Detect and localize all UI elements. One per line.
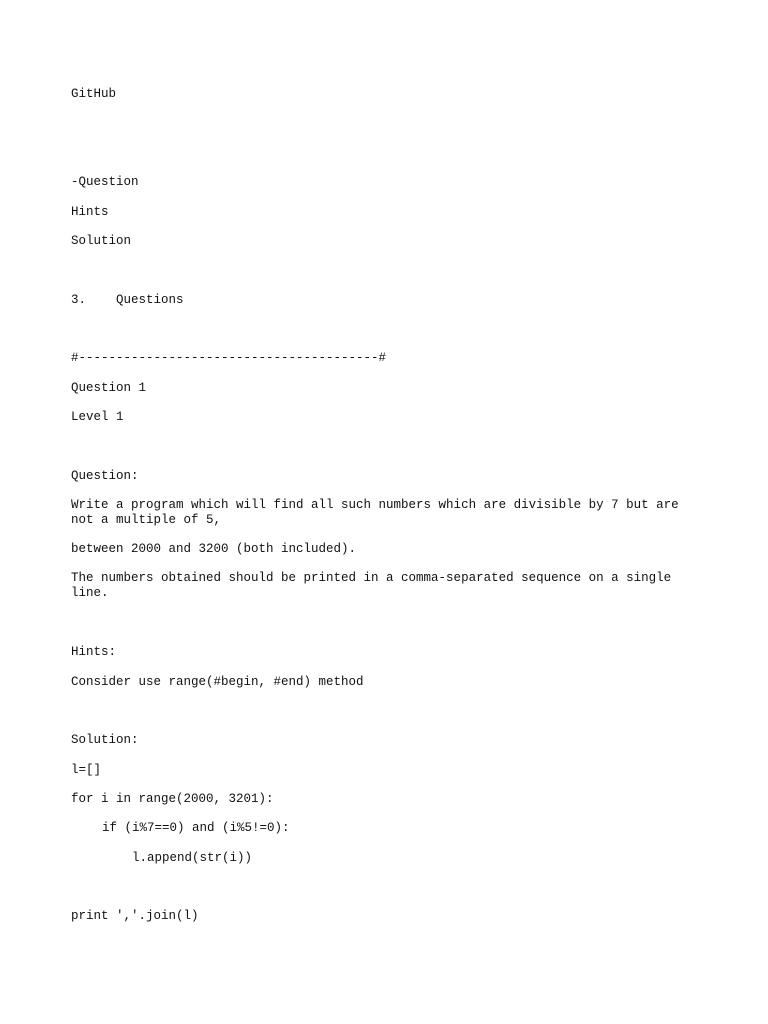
code-line-1: l=[] <box>71 763 102 777</box>
hints-heading: Hints: <box>71 645 117 659</box>
code-line-4: l.append(str(i)) <box>132 851 253 865</box>
toc-hints-link[interactable]: Hints <box>71 205 109 219</box>
question-body-line-1: Write a program which will find all such numbers which are divisible by 7 but are not a multiple of 5, <box>71 498 687 527</box>
github-link[interactable]: GitHub <box>71 87 117 101</box>
question-title: Question 1 <box>71 381 147 395</box>
question-heading: Question: <box>71 469 139 483</box>
toc-solution-link[interactable]: Solution <box>71 234 132 248</box>
separator-line: #----------------------------------------# <box>71 351 387 365</box>
code-line-5: print ','.join(l) <box>71 909 199 923</box>
code-line-2: for i in range(2000, 3201): <box>71 792 274 806</box>
question-body-line-3: The numbers obtained should be printed in a comma-separated sequence on a single line. <box>71 571 679 600</box>
code-line-3: if (i%7==0) and (i%5!=0): <box>102 821 290 835</box>
question-body-line-2: between 2000 and 3200 (both included). <box>71 542 357 556</box>
section-title: Questions <box>116 293 184 307</box>
toc-question-link[interactable]: -Question <box>71 175 139 189</box>
section-heading <box>71 293 689 308</box>
hints-text: Consider use range(#begin, #end) method <box>71 675 364 689</box>
section-number: 3. <box>71 293 87 307</box>
question-level: Level 1 <box>71 410 124 424</box>
solution-heading: Solution: <box>71 733 139 747</box>
